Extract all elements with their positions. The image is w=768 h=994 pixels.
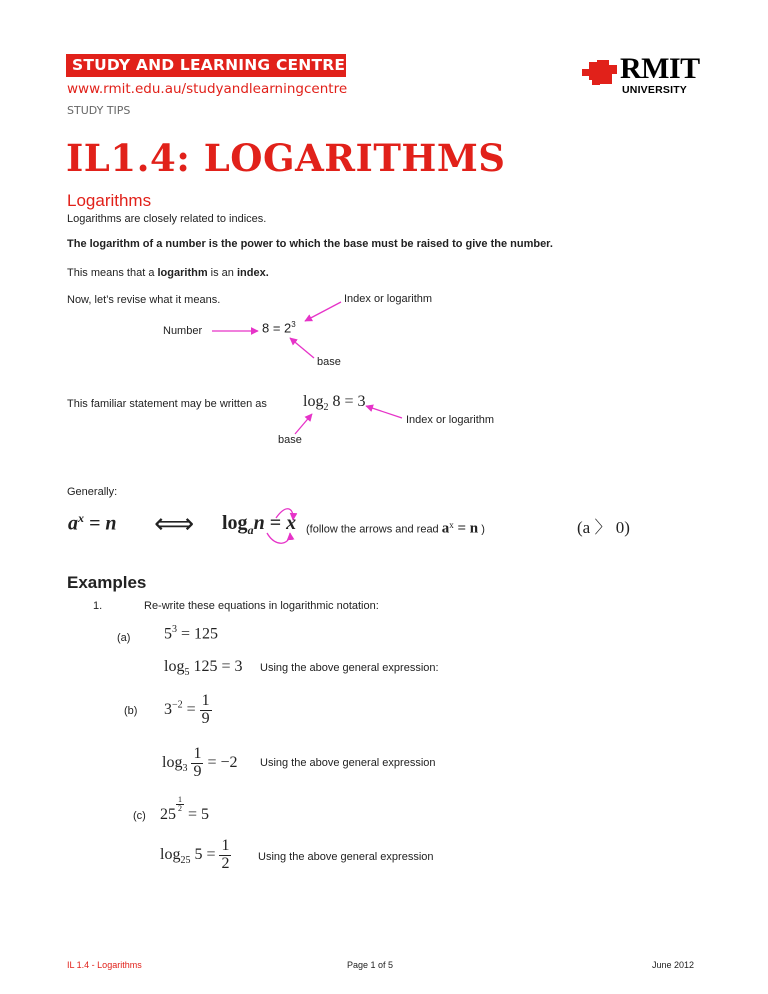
revise-text: Now, let’s revise what it means.	[67, 294, 221, 306]
item-b-equation	[164, 693, 212, 728]
c-eq-exp-den: 2	[178, 804, 182, 814]
footer-doc-name: IL 1.4 - Logarithms	[67, 960, 142, 970]
index-or-logarithm-label-1: Index or logarithm	[344, 293, 433, 305]
note-x: x	[449, 520, 454, 530]
follow-arrows-note	[306, 520, 485, 538]
c-ans-sub: 25	[180, 855, 191, 867]
b-eq-den: 9	[201, 709, 210, 727]
note-pre: (follow the arrows and read	[306, 523, 439, 536]
a-ans-sub: 5	[184, 667, 190, 679]
base-label-1: base	[317, 356, 341, 368]
base-label-2: base	[278, 434, 302, 446]
log-base-sub: 2	[323, 402, 329, 414]
means-index: index.	[236, 267, 269, 279]
footer-page-number: Page 1 of 5	[347, 960, 394, 970]
study-tips-label: STUDY TIPS	[67, 104, 131, 117]
general-rhs-rest: n = x	[253, 512, 297, 534]
a-ans-log: log	[164, 658, 185, 675]
b-ans-num: 1	[193, 745, 202, 762]
c-eq-exp-num: 1	[178, 795, 182, 804]
question-text: Re-write these equations in logarithmic notation:	[144, 600, 379, 612]
familiar-statement-text: This familiar statement may be written as	[67, 398, 267, 410]
item-a-answer	[164, 658, 242, 678]
item-c-label: (c)	[133, 810, 146, 822]
c-eq-exp-fraction	[176, 796, 184, 814]
item-a-label: (a)	[117, 632, 131, 644]
log2-8-equals-3	[303, 393, 365, 413]
c-ans-fraction	[219, 838, 231, 873]
item-b-label: (b)	[124, 705, 138, 717]
index-or-logarithm-label-2: Index or logarithm	[406, 414, 495, 426]
general-exponent-form	[68, 511, 117, 536]
note-eq: = n	[453, 520, 479, 537]
general-rhs-log: log	[222, 512, 248, 534]
b-ans-den: 9	[193, 762, 202, 780]
a-eq-exp: 3	[172, 624, 177, 635]
general-log-form	[222, 512, 296, 538]
c-ans-log: log	[160, 845, 181, 863]
item-c-equation	[160, 796, 209, 824]
a-eq-base: 5	[164, 625, 172, 643]
number-label: Number	[163, 325, 203, 337]
university-logo-text: UNIVERSITY	[622, 84, 688, 96]
definition-text: The logarithm of a number is the power to which the base must be raised to give the number.	[67, 238, 553, 250]
c-ans-den: 2	[221, 854, 230, 872]
general-lhs-exp: x	[78, 511, 84, 525]
item-a-note: Using the above general expression:	[260, 662, 439, 674]
rmit-logo-text: RMIT	[620, 52, 700, 85]
general-lhs-rest: = n	[84, 512, 117, 535]
equivalence-arrow-icon: ⟺	[154, 507, 195, 540]
log-word: log	[303, 393, 324, 410]
item-a-equation	[164, 624, 218, 643]
intro-text: Logarithms are closely related to indices.	[67, 213, 267, 225]
means-logarithm: logarithm	[157, 267, 208, 279]
log-rest: 8 = 3	[328, 393, 366, 410]
general-rhs-sub: a	[247, 523, 254, 537]
c-ans-num: 1	[221, 837, 230, 854]
examples-heading: Examples	[67, 573, 147, 592]
footer-date: June 2012	[652, 960, 695, 970]
question-number: 1.	[93, 600, 103, 612]
general-lhs-base: a	[68, 512, 78, 535]
equation-exponent: 3	[291, 320, 296, 329]
b-ans-fraction	[191, 746, 203, 781]
note-post: )	[481, 523, 485, 536]
c-eq-base: 25	[160, 806, 176, 823]
centre-banner: STUDY AND LEARNING CENTRE	[66, 54, 346, 77]
b-eq-fraction	[200, 693, 212, 728]
a-eq-rest: = 125	[177, 625, 219, 643]
b-eq-num: 1	[201, 692, 210, 709]
item-b-answer	[162, 746, 238, 781]
section-heading: Logarithms	[67, 191, 152, 210]
means-mid: is an	[207, 267, 237, 279]
means-pre: This means that a	[67, 267, 158, 279]
item-b-note: Using the above general expression	[260, 757, 436, 769]
generally-label: Generally:	[67, 486, 118, 498]
page-title: IL1.4: LOGARITHMS	[66, 136, 506, 180]
item-c-answer	[160, 838, 231, 873]
b-eq-base: 3	[164, 700, 172, 718]
b-eq-eq: =	[182, 700, 200, 718]
b-ans-rest: = −2	[203, 753, 238, 771]
c-eq-rest: = 5	[184, 806, 210, 823]
condition-a-positive: (a 〉 0)	[577, 518, 630, 537]
b-ans-log: log	[162, 753, 183, 771]
centre-url-link[interactable]: www.rmit.edu.au/studyandlearningcentre	[67, 81, 348, 97]
b-ans-sub: 3	[182, 763, 188, 775]
equation-base-part: 8 = 2	[262, 320, 292, 336]
note-a: a	[441, 520, 450, 537]
b-eq-exp: −2	[172, 699, 183, 711]
a-ans-rest: 125 = 3	[189, 658, 243, 675]
c-ans-mid: 5 =	[190, 845, 220, 863]
item-c-note: Using the above general expression	[258, 851, 434, 863]
